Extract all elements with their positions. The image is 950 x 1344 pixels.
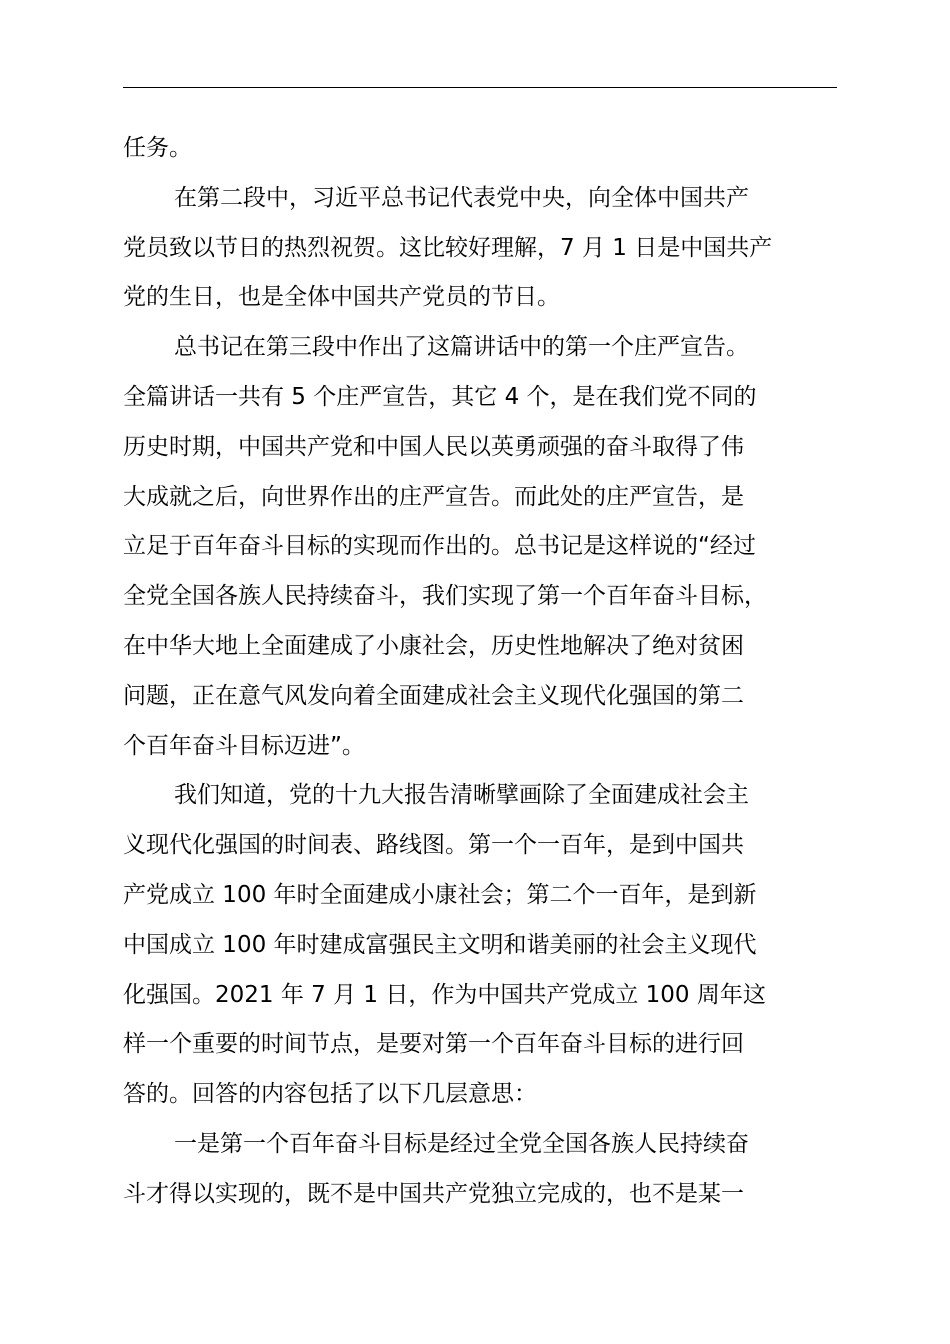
text-line: 义现代化强国的时间表、路线图。第一个一百年，是到中国共 (123, 832, 744, 859)
text-line: 总书记在第三段中作出了这篇讲话中的第一个庄严宣告。 (174, 334, 749, 361)
text-line: 产党成立 100 年时全面建成小康社会；第二个一百年，是到新 (123, 881, 757, 908)
text-line: 立足于百年奋斗目标的实现而作出的。总书记是这样说的“经过 (123, 533, 756, 560)
text-line: 党的生日，也是全体中国共产党员的节日。 (123, 284, 560, 311)
document-body (123, 124, 883, 1220)
text-line: 化强国。2021 年 7 月 1 日，作为中国共产党成立 100 周年这 (123, 981, 766, 1008)
text-line: 全篇讲话一共有 5 个庄严宣告，其它 4 个，是在我们党不同的 (123, 383, 757, 410)
text-line: 问题，正在意气风发向着全面建成社会主义现代化强国的第二 (123, 682, 744, 709)
text-line: 党员致以节日的热烈祝贺。这比较好理解，7 月 1 日是中国共产 (123, 234, 773, 261)
text-line: 在中华大地上全面建成了小康社会，历史性地解决了绝对贫困 (123, 632, 744, 659)
text-line: 个百年奋斗目标迈进”。 (123, 732, 365, 759)
text-line: 全党全国各族人民持续奋斗，我们实现了第一个百年奋斗目标， (123, 583, 767, 610)
text-line: 我们知道，党的十九大报告清晰擘画除了全面建成社会主 (174, 782, 749, 809)
text-line: 样一个重要的时间节点，是要对第一个百年奋斗目标的进行回 (123, 1031, 744, 1058)
text-line: 中国成立 100 年时建成富强民主文明和谐美丽的社会主义现代 (123, 931, 757, 958)
text-line: 斗才得以实现的，既不是中国共产党独立完成的，也不是某一 (123, 1180, 744, 1207)
text-line: 一是第一个百年奋斗目标是经过全党全国各族人民持续奋 (174, 1130, 749, 1157)
text-line: 答的。回答的内容包括了以下几层意思： (123, 1081, 537, 1108)
text-line: 任务。 (123, 135, 192, 161)
text-line: 历史时期，中国共产党和中国人民以英勇顽强的奋斗取得了伟 (123, 433, 744, 460)
text-line: 大成就之后，向世界作出的庄严宣告。而此处的庄严宣告，是 (123, 483, 744, 510)
text-line: 在第二段中，习近平总书记代表党中央，向全体中国共产 (174, 184, 749, 211)
header-rule (123, 87, 837, 88)
